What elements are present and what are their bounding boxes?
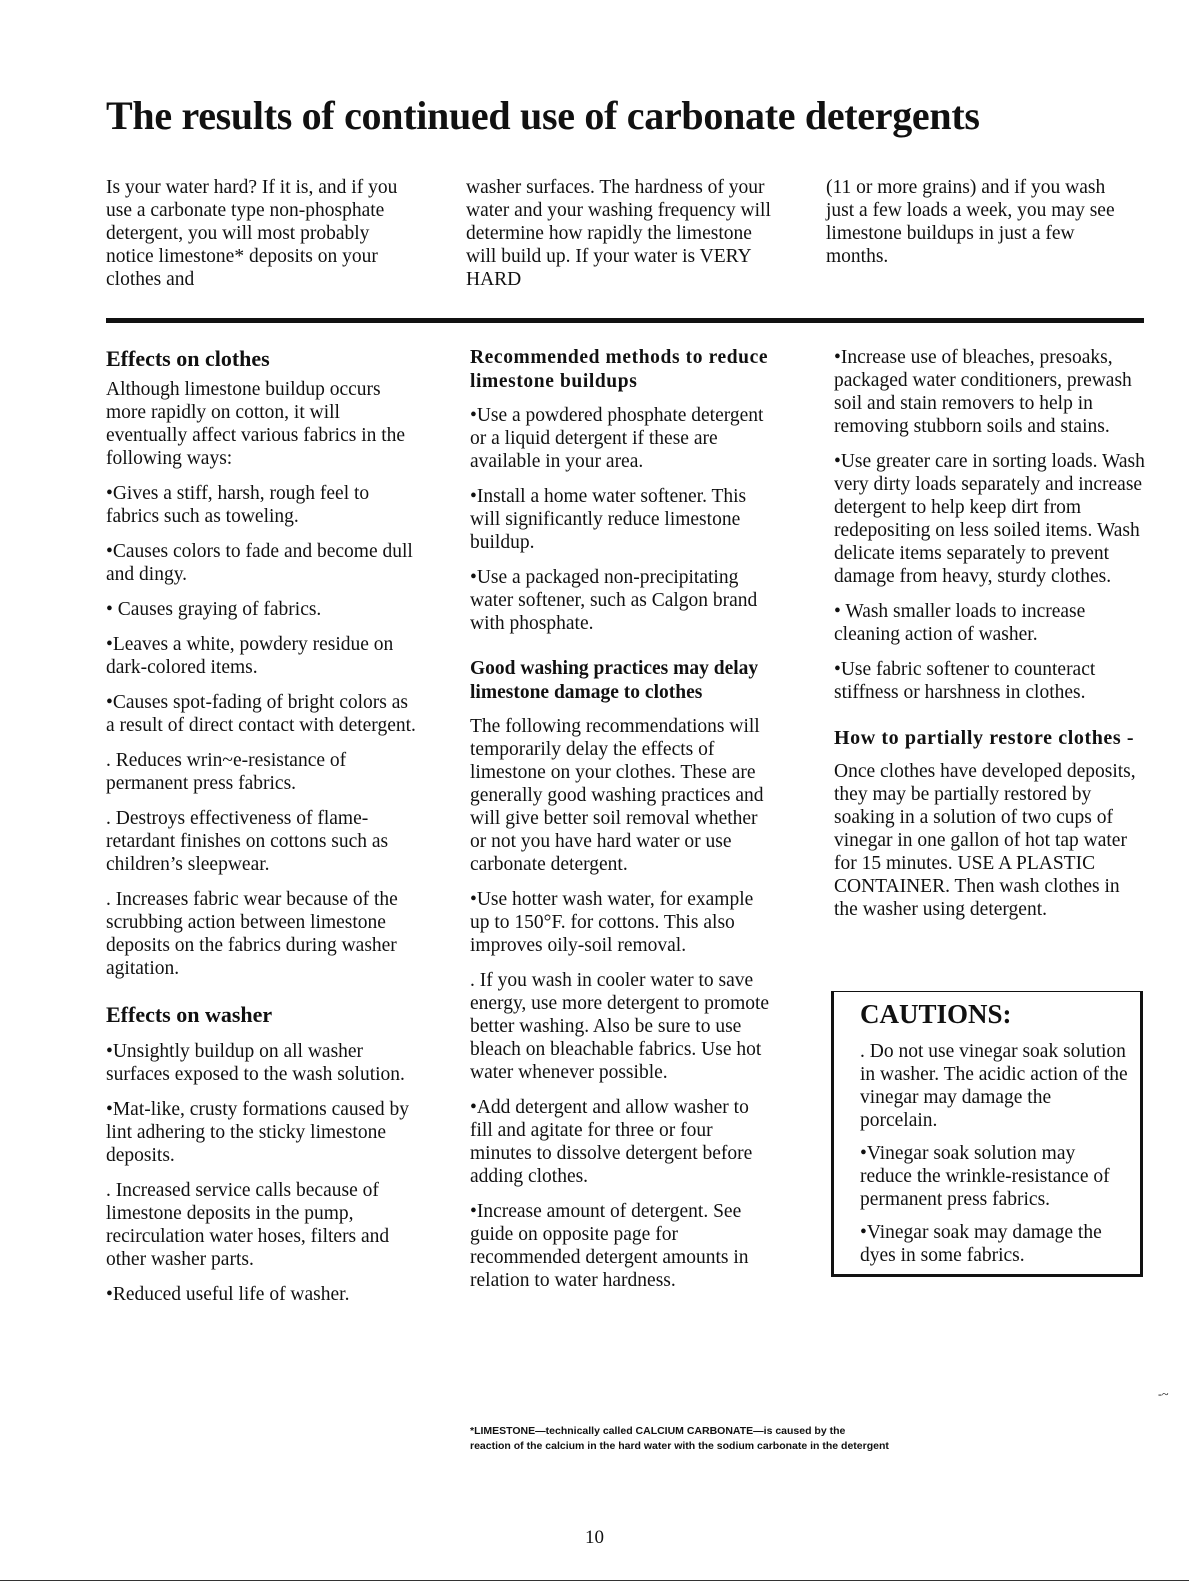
cautions-box [831, 991, 1143, 1277]
column-middle [470, 346, 770, 1304]
list-item: •Reduced useful life of washer. [106, 1284, 350, 1305]
good-practices-intro: The following recommendations will temporarily delay the effects of limestone on your clothes. These are generally good washing practices and will give better soil removal whether or not you have hard water or use carbonate detergent. [470, 716, 764, 875]
caution-item: •Vinegar soak solution may reduce the wrinkle-resistance of permanent press fabrics. [860, 1143, 1110, 1210]
intro-column-2: washer surfaces. The hardness of your water and your washing frequency will determine how rapidly the limestone will build up. If your water is VERY HARD [466, 177, 771, 290]
column-left [106, 346, 416, 1318]
column-right [834, 346, 1146, 933]
list-item: •Use hotter wash water, for example up to 150°F. for cottons. This also improves oily-soil removal. [470, 889, 754, 956]
restore-heading: How to partially restore clothes - [834, 727, 1135, 749]
intro-column-3: (11 or more grains) and if you wash just a few loads a week, you may see limestone buildups in just a few months. [826, 177, 1115, 267]
list-item: . Destroys effectiveness of flame-retardant finishes on cottons such as children’s sleepwear. [106, 808, 389, 875]
caution-item: •Vinegar soak may damage the dyes in some fabrics. [860, 1222, 1102, 1266]
list-item: •Use a powdered phosphate detergent or a liquid detergent if these are available in your area. [470, 405, 764, 472]
recommended-heading: Recommended methods to reduce limestone buildups [470, 347, 769, 392]
list-item: •Gives a stiff, harsh, rough feel to fabrics such as toweling. [106, 483, 370, 527]
footnote [470, 1424, 1120, 1454]
list-item: •Use a packaged non-precipitating water softener, such as Calgon brand with phosphate. [470, 567, 758, 634]
list-item: • Causes graying of fabrics. [106, 599, 322, 620]
list-item: •Increase use of bleaches, presoaks, packaged water conditioners, prewash soil and stain removers to help in removing stubborn soils and stains. [834, 347, 1132, 437]
edge-mark: -~ [1158, 1387, 1169, 1401]
good-practices-heading: Good washing practices may delay limestone damage to clothes [470, 658, 759, 703]
list-item: •Use greater care in sorting loads. Wash very dirty loads separately and increase detergent to help keep dirt from redepositing on less soiled items. Wash delicate items separately to prevent damage from heavy, sturdy clothes. [834, 451, 1145, 587]
page-number: 10 [585, 1527, 604, 1548]
list-item: •Causes colors to fade and become dull and dingy. [106, 541, 413, 585]
page-title: The results of continued use of carbonate detergents [106, 93, 980, 138]
footnote-line-2: reaction of the calcium in the hard water with the sodium carbonate in the detergent [470, 1440, 889, 1452]
effects-clothes-heading: Effects on clothes [106, 346, 270, 371]
list-item: •Use fabric softener to counteract stiffness or harshness in clothes. [834, 659, 1096, 703]
list-item: •Leaves a white, powdery residue on dark-colored items. [106, 634, 394, 678]
intro-column-1: Is your water hard? If it is, and if you use a carbonate type non-phosphate detergent, you will most probably notice limestone* deposits on your clothes and [106, 177, 398, 290]
list-item: • Wash smaller loads to increase cleaning action of washer. [834, 601, 1086, 645]
list-item: •Unsightly buildup on all washer surfaces exposed to the wash solution. [106, 1041, 405, 1085]
list-item: •Install a home water softener. This will significantly reduce limestone buildup. [470, 486, 747, 553]
list-item: . If you wash in cooler water to save energy, use more detergent to promote better washing. Also be sure to use bleach on bleachable fabrics. Use hot water whenever possible. [470, 970, 770, 1083]
list-item: •Add detergent and allow washer to fill and agitate for three or four minutes to dissolve detergent before adding clothes. [470, 1097, 753, 1187]
effects-clothes-intro: Although limestone buildup occurs more rapidly on cotton, it will eventually affect various fabrics in the following ways: [106, 379, 406, 469]
list-item: •Causes spot-fading of bright colors as a result of direct contact with detergent. [106, 692, 416, 736]
list-item: . Increased service calls because of limestone deposits in the pump, recirculation water hoses, filters and other washer parts. [106, 1180, 390, 1270]
restore-body: Once clothes have developed deposits, they may be partially restored by soaking in a solution of two cups of vinegar in one gallon of hot tap water for 15 minutes. USE A PLASTIC CONTAINER. Then wash clothes in the washer using detergent. [834, 761, 1136, 920]
list-item: •Mat-like, crusty formations caused by lint adhering to the sticky limestone deposits. [106, 1099, 410, 1166]
caution-item: . Do not use vinegar soak solution in washer. The acidic action of the vinegar may damage the porcelain. [860, 1041, 1128, 1131]
section-divider [106, 318, 1144, 323]
list-item: . Reduces wrin~e-resistance of permanent press fabrics. [106, 750, 347, 794]
bottom-rule [0, 1580, 1189, 1581]
cautions-heading: CAUTIONS: [860, 999, 1012, 1029]
list-item: •Increase amount of detergent. See guide on opposite page for recommended detergent amounts in relation to water hardness. [470, 1201, 749, 1291]
list-item: . Increases fabric wear because of the scrubbing action between limestone deposits on the fabrics during washer agitation. [106, 889, 398, 979]
effects-washer-heading: Effects on washer [106, 1002, 273, 1027]
footnote-line-1: *LIMESTONE—technically called CALCIUM CARBONATE—is caused by the [470, 1425, 846, 1437]
